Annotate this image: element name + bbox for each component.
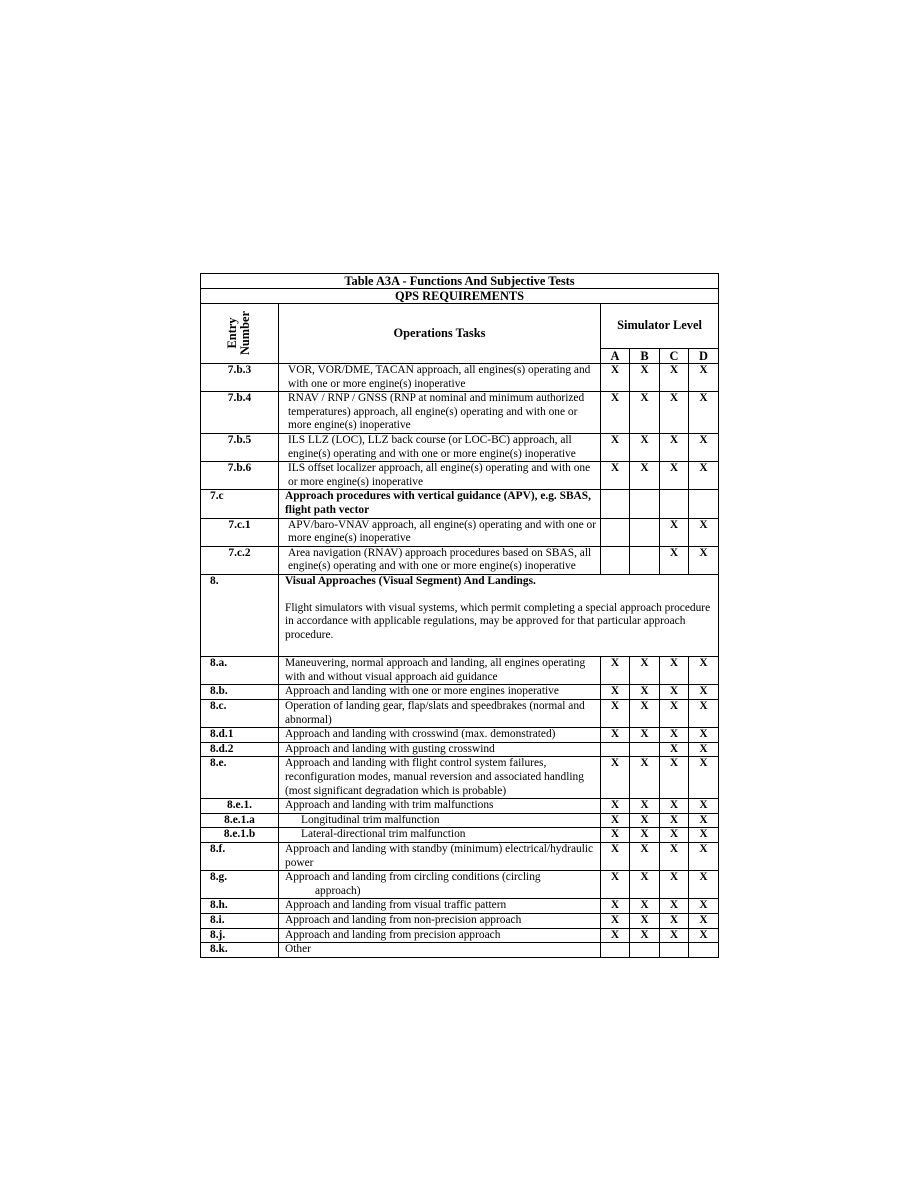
operations-task: Approach and landing with gusting crosswind bbox=[279, 742, 601, 757]
table-row bbox=[201, 392, 719, 434]
entry-number: 8.h. bbox=[201, 899, 279, 914]
level-c-mark: X bbox=[660, 871, 689, 899]
table-row bbox=[201, 757, 719, 799]
entry-number: 7.c bbox=[201, 490, 279, 518]
table-row bbox=[201, 574, 719, 656]
level-d-mark: X bbox=[689, 757, 719, 799]
level-a-header: A bbox=[601, 349, 630, 364]
table-row bbox=[201, 657, 719, 685]
level-c-mark: X bbox=[660, 518, 689, 546]
table-title-row bbox=[201, 274, 719, 289]
level-b-mark bbox=[630, 518, 660, 546]
table-row bbox=[201, 913, 719, 928]
operations-task: Approach and landing with standby (minimum) electrical/hydraulic power bbox=[279, 843, 601, 871]
entry-number: 8.e. bbox=[201, 757, 279, 799]
section-heading: Visual Approaches (Visual Segment) And Landings. bbox=[285, 574, 536, 587]
level-a-mark: X bbox=[601, 728, 630, 743]
level-d-mark: X bbox=[689, 518, 719, 546]
operations-task: Approach procedures with vertical guidance (APV), e.g. SBAS, flight path vector bbox=[279, 490, 601, 518]
table-row bbox=[201, 943, 719, 958]
level-a-mark bbox=[601, 490, 630, 518]
level-b-mark bbox=[630, 490, 660, 518]
operations-task: VOR, VOR/DME, TACAN approach, all engines(s) operating and with one or more engine(s) inoperative bbox=[279, 364, 601, 392]
table-row bbox=[201, 871, 719, 899]
level-c-mark: X bbox=[660, 700, 689, 728]
level-c-mark: X bbox=[660, 899, 689, 914]
entry-number: 8.d.2 bbox=[201, 742, 279, 757]
level-d-mark bbox=[689, 943, 719, 958]
entry-number: 8.c. bbox=[201, 700, 279, 728]
level-d-mark: X bbox=[689, 871, 719, 899]
level-c-mark: X bbox=[660, 433, 689, 461]
level-a-mark: X bbox=[601, 871, 630, 899]
table-row bbox=[201, 899, 719, 914]
entry-number: 7.b.3 bbox=[201, 364, 279, 392]
level-b-mark bbox=[630, 943, 660, 958]
entry-number: 7.b.5 bbox=[201, 433, 279, 461]
level-d-mark: X bbox=[689, 828, 719, 843]
level-b-mark: X bbox=[630, 392, 660, 434]
entry-number: 8.e.1. bbox=[201, 799, 279, 814]
operations-task: ILS LLZ (LOC), LLZ back course (or LOC-BC) approach, all engine(s) operating and with one or more engine(s) inoperative bbox=[279, 433, 601, 461]
level-a-mark: X bbox=[601, 700, 630, 728]
table-row bbox=[201, 433, 719, 461]
level-c-mark: X bbox=[660, 546, 689, 574]
level-d-header: D bbox=[689, 349, 719, 364]
table-row bbox=[201, 546, 719, 574]
level-a-mark: X bbox=[601, 843, 630, 871]
table-row bbox=[201, 700, 719, 728]
level-a-mark: X bbox=[601, 392, 630, 434]
operations-task: RNAV / RNP / GNSS (RNP at nominal and minimum authorized temperatures) approach, all engine(s) operating and with one or more engine(s) inoperative bbox=[279, 392, 601, 434]
level-d-mark bbox=[689, 490, 719, 518]
table-row bbox=[201, 799, 719, 814]
task-line: approach) bbox=[315, 884, 361, 897]
operations-task bbox=[279, 813, 601, 828]
level-c-mark: X bbox=[660, 685, 689, 700]
operations-tasks-header: Operations Tasks bbox=[279, 304, 601, 364]
level-b-mark bbox=[630, 546, 660, 574]
level-d-mark: X bbox=[689, 657, 719, 685]
level-c-mark: X bbox=[660, 928, 689, 943]
level-c-mark: X bbox=[660, 813, 689, 828]
level-c-mark bbox=[660, 943, 689, 958]
level-b-mark: X bbox=[630, 700, 660, 728]
level-b-mark: X bbox=[630, 685, 660, 700]
level-b-mark: X bbox=[630, 813, 660, 828]
level-d-mark: X bbox=[689, 700, 719, 728]
level-b-mark: X bbox=[630, 799, 660, 814]
table-row bbox=[201, 928, 719, 943]
level-b-mark: X bbox=[630, 913, 660, 928]
operations-task: Approach and landing from visual traffic pattern bbox=[279, 899, 601, 914]
table-row bbox=[201, 685, 719, 700]
entry-number: 7.c.2 bbox=[201, 546, 279, 574]
operations-task bbox=[279, 828, 601, 843]
level-c-header: C bbox=[660, 349, 689, 364]
level-d-mark: X bbox=[689, 843, 719, 871]
entry-number: 8.j. bbox=[201, 928, 279, 943]
header-row bbox=[201, 304, 719, 349]
table-body bbox=[201, 364, 719, 958]
level-b-header: B bbox=[630, 349, 660, 364]
entry-number: 7.c.1 bbox=[201, 518, 279, 546]
entry-number: 8.i. bbox=[201, 913, 279, 928]
level-b-mark: X bbox=[630, 757, 660, 799]
operations-task: Approach and landing from non-precision approach bbox=[279, 913, 601, 928]
entry-number: 8.f. bbox=[201, 843, 279, 871]
level-c-mark: X bbox=[660, 657, 689, 685]
entry-number-header bbox=[201, 304, 279, 364]
level-c-mark: X bbox=[660, 828, 689, 843]
table-row bbox=[201, 490, 719, 518]
table-subtitle-row bbox=[201, 289, 719, 304]
level-d-mark: X bbox=[689, 728, 719, 743]
level-b-mark: X bbox=[630, 843, 660, 871]
level-b-mark: X bbox=[630, 871, 660, 899]
level-c-mark bbox=[660, 490, 689, 518]
level-a-mark: X bbox=[601, 828, 630, 843]
level-a-mark: X bbox=[601, 928, 630, 943]
operations-task: Approach and landing with one or more engines inoperative bbox=[279, 685, 601, 700]
table-subtitle: QPS REQUIREMENTS bbox=[201, 289, 719, 304]
level-a-mark: X bbox=[601, 657, 630, 685]
level-b-mark: X bbox=[630, 828, 660, 843]
level-a-mark: X bbox=[601, 757, 630, 799]
operations-task: Approach and landing with flight control system failures, reconfiguration modes, manual reversion and associated handling (most significant degradation which is probable) bbox=[279, 757, 601, 799]
entry-number: 8.d.1 bbox=[201, 728, 279, 743]
operations-task: Other bbox=[279, 943, 601, 958]
operations-task: Area navigation (RNAV) approach procedures based on SBAS, all engine(s) operating and with one or more engine(s) inoperative bbox=[279, 546, 601, 574]
level-c-mark: X bbox=[660, 728, 689, 743]
level-d-mark: X bbox=[689, 685, 719, 700]
simulator-level-header: Simulator Level bbox=[601, 304, 719, 349]
level-a-mark bbox=[601, 546, 630, 574]
entry-number: 8.b. bbox=[201, 685, 279, 700]
level-c-mark: X bbox=[660, 757, 689, 799]
level-a-mark bbox=[601, 518, 630, 546]
level-a-mark bbox=[601, 943, 630, 958]
task-text: Longitudinal trim malfunction bbox=[301, 813, 440, 826]
entry-number: 8.k. bbox=[201, 943, 279, 958]
level-c-mark: X bbox=[660, 392, 689, 434]
operations-task: Approach and landing from precision approach bbox=[279, 928, 601, 943]
level-a-mark: X bbox=[601, 462, 630, 490]
level-b-mark: X bbox=[630, 928, 660, 943]
level-b-mark: X bbox=[630, 657, 660, 685]
level-b-mark: X bbox=[630, 462, 660, 490]
table-row bbox=[201, 518, 719, 546]
table-row bbox=[201, 843, 719, 871]
level-d-mark: X bbox=[689, 433, 719, 461]
entry-number: 8.a. bbox=[201, 657, 279, 685]
level-c-mark: X bbox=[660, 799, 689, 814]
level-d-mark: X bbox=[689, 364, 719, 392]
level-a-mark: X bbox=[601, 685, 630, 700]
operations-task bbox=[279, 871, 601, 899]
task-line: Approach and landing from circling conditions (circling bbox=[285, 871, 541, 884]
level-b-mark: X bbox=[630, 899, 660, 914]
level-d-mark: X bbox=[689, 928, 719, 943]
operations-task: APV/baro-VNAV approach, all engine(s) operating and with one or more engine(s) inoperative bbox=[279, 518, 601, 546]
operations-task: Approach and landing with trim malfunctions bbox=[279, 799, 601, 814]
level-d-mark: X bbox=[689, 392, 719, 434]
level-c-mark: X bbox=[660, 364, 689, 392]
operations-task: Approach and landing with crosswind (max. demonstrated) bbox=[279, 728, 601, 743]
level-a-mark: X bbox=[601, 899, 630, 914]
level-c-mark: X bbox=[660, 462, 689, 490]
level-a-mark: X bbox=[601, 364, 630, 392]
level-d-mark: X bbox=[689, 742, 719, 757]
level-a-mark: X bbox=[601, 913, 630, 928]
level-c-mark: X bbox=[660, 913, 689, 928]
level-b-mark: X bbox=[630, 433, 660, 461]
level-d-mark: X bbox=[689, 546, 719, 574]
level-d-mark: X bbox=[689, 813, 719, 828]
level-c-mark: X bbox=[660, 742, 689, 757]
level-d-mark: X bbox=[689, 799, 719, 814]
table-row bbox=[201, 364, 719, 392]
entry-number: 8.e.1.b bbox=[201, 828, 279, 843]
level-d-mark: X bbox=[689, 913, 719, 928]
level-a-mark: X bbox=[601, 799, 630, 814]
level-d-mark: X bbox=[689, 462, 719, 490]
level-b-mark: X bbox=[630, 364, 660, 392]
entry-number-label: Entry Number bbox=[225, 310, 253, 355]
section-note: Flight simulators with visual systems, which permit completing a special approach procedure in accordance with applicable regulations, may be approved for that particular approach procedure. bbox=[285, 601, 711, 641]
operations-task bbox=[279, 574, 719, 656]
entry-number: 7.b.6 bbox=[201, 462, 279, 490]
operations-task: ILS offset localizer approach, all engine(s) operating and with one or more engine(s) inoperative bbox=[279, 462, 601, 490]
task-text: Lateral-directional trim malfunction bbox=[301, 828, 466, 841]
level-b-mark: X bbox=[630, 728, 660, 743]
table-row bbox=[201, 813, 719, 828]
operations-task: Maneuvering, normal approach and landing, all engines operating with and without visual approach aid guidance bbox=[279, 657, 601, 685]
table-row bbox=[201, 828, 719, 843]
entry-number: 7.b.4 bbox=[201, 392, 279, 434]
level-a-mark bbox=[601, 742, 630, 757]
operations-task: Operation of landing gear, flap/slats and speedbrakes (normal and abnormal) bbox=[279, 700, 601, 728]
entry-number: 8. bbox=[201, 574, 279, 656]
table-row bbox=[201, 462, 719, 490]
level-a-mark: X bbox=[601, 813, 630, 828]
table-row bbox=[201, 742, 719, 757]
level-c-mark: X bbox=[660, 843, 689, 871]
level-d-mark: X bbox=[689, 899, 719, 914]
level-b-mark bbox=[630, 742, 660, 757]
entry-number: 8.g. bbox=[201, 871, 279, 899]
level-a-mark: X bbox=[601, 433, 630, 461]
functions-subjective-tests-table bbox=[200, 273, 719, 958]
table-title: Table A3A - Functions And Subjective Tests bbox=[201, 274, 719, 289]
entry-number: 8.e.1.a bbox=[201, 813, 279, 828]
table-row bbox=[201, 728, 719, 743]
